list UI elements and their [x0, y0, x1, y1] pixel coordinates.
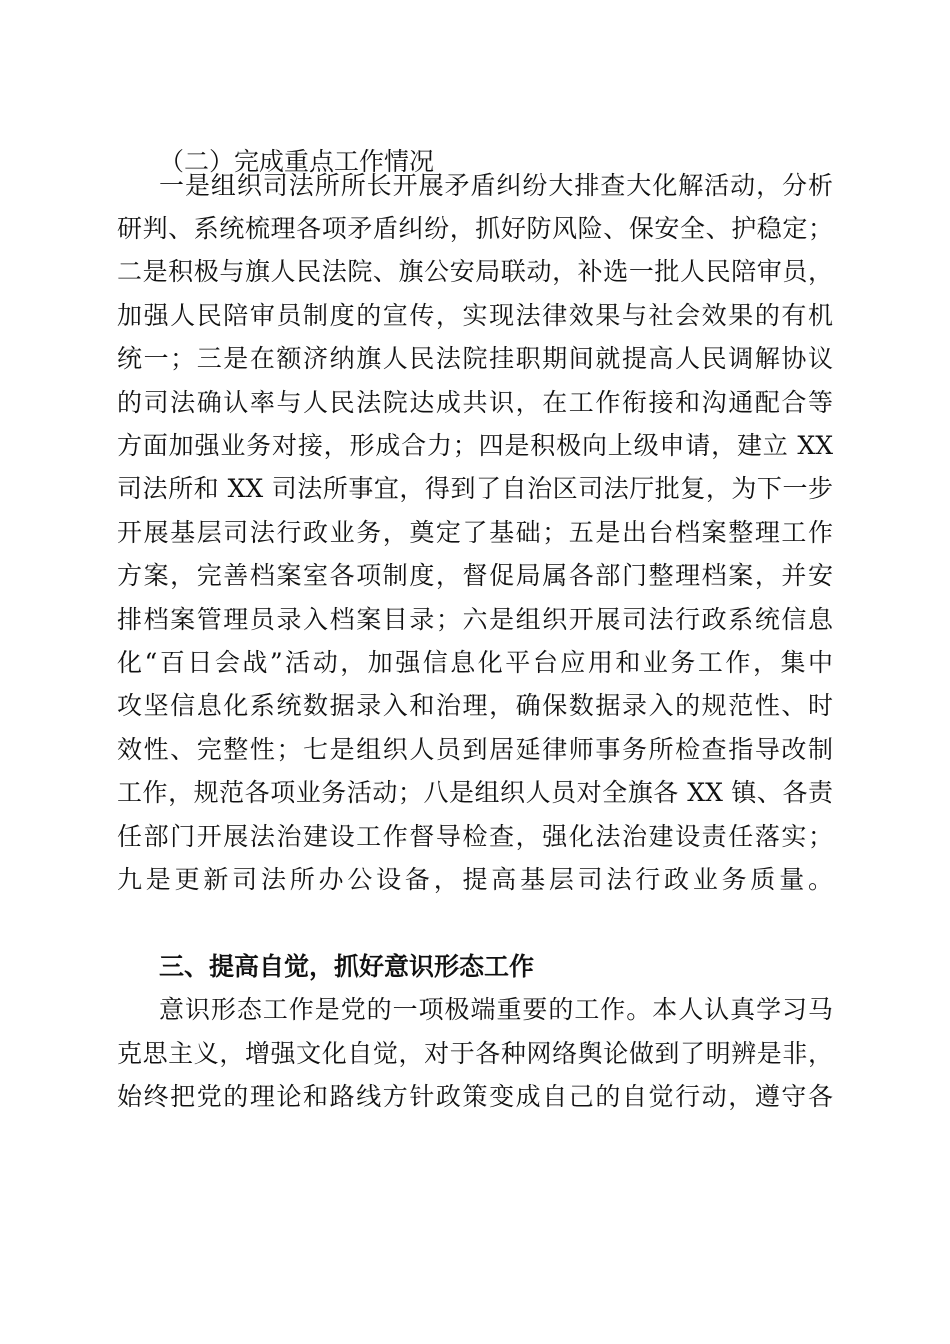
- paragraph-2-line-3: 始终把党的理论和路线方针政策变成自己的自觉行动，遵守各: [117, 1082, 833, 1111]
- paragraph-1-line-9: 开展基层司法行政业务，奠定了基础；五是出台档案整理工作: [117, 518, 833, 547]
- paragraph-1-line-4: 加强人民陪审员制度的宣传，实现法律效果与社会效果的有机: [117, 301, 833, 330]
- paragraph-1-line-1: 一是组织司法所所长开展矛盾纠纷大排查大化解活动，分析: [159, 171, 833, 200]
- paragraph-2-line-1: 意识形态工作是党的一项极端重要的工作。本人认真学习马: [159, 995, 833, 1024]
- paragraph-1-line-10: 方案，完善档案室各项制度，督促局属各部门整理档案，并安: [117, 561, 833, 590]
- paragraph-1-line-7: 方面加强业务对接，形成合力；四是积极向上级申请，建立 XX: [117, 431, 833, 460]
- paragraph-1-line-2: 研判、系统梳理各项矛盾纠纷，抓好防风险、保安全、护稳定；: [117, 214, 833, 243]
- section-2-heading: （二）完成重点工作情况: [159, 147, 435, 176]
- paragraph-1-line-5: 统一；三是在额济纳旗人民法院挂职期间就提高人民调解协议: [117, 344, 833, 373]
- paragraph-1-line-15: 工作，规范各项业务活动；八是组织人员对全旗各 XX 镇、各责: [117, 778, 833, 807]
- paragraph-1-line-13: 攻坚信息化系统数据录入和治理，确保数据录入的规范性、时: [117, 691, 833, 720]
- paragraph-1-line-12: 化“百日会战”活动，加强信息化平台应用和业务工作，集中: [117, 648, 833, 677]
- paragraph-1-line-14: 效性、完整性；七是组织人员到居延律师事务所检查指导改制: [117, 735, 833, 764]
- section-3-heading: 三、提高自觉，抓好意识形态工作: [159, 952, 535, 981]
- paragraph-1-line-16: 任部门开展法治建设工作督导检查，强化法治建设责任落实；: [117, 822, 833, 851]
- paragraph-1-line-17: 九是更新司法所办公设备，提高基层司法行政业务质量。: [117, 865, 833, 894]
- paragraph-1-line-6: 的司法确认率与人民法院达成共识，在工作衔接和沟通配合等: [117, 388, 833, 417]
- paragraph-1-line-8: 司法所和 XX 司法所事宜，得到了自治区司法厅批复，为下一步: [117, 474, 833, 503]
- paragraph-1-line-11: 排档案管理员录入档案目录；六是组织开展司法行政系统信息: [117, 605, 833, 634]
- paragraph-2-line-2: 克思主义，增强文化自觉，对于各种网络舆论做到了明辨是非，: [117, 1039, 833, 1068]
- paragraph-1-line-3: 二是积极与旗人民法院、旗公安局联动，补选一批人民陪审员，: [117, 257, 833, 286]
- paragraph-1-line-18: [117, 906, 833, 940]
